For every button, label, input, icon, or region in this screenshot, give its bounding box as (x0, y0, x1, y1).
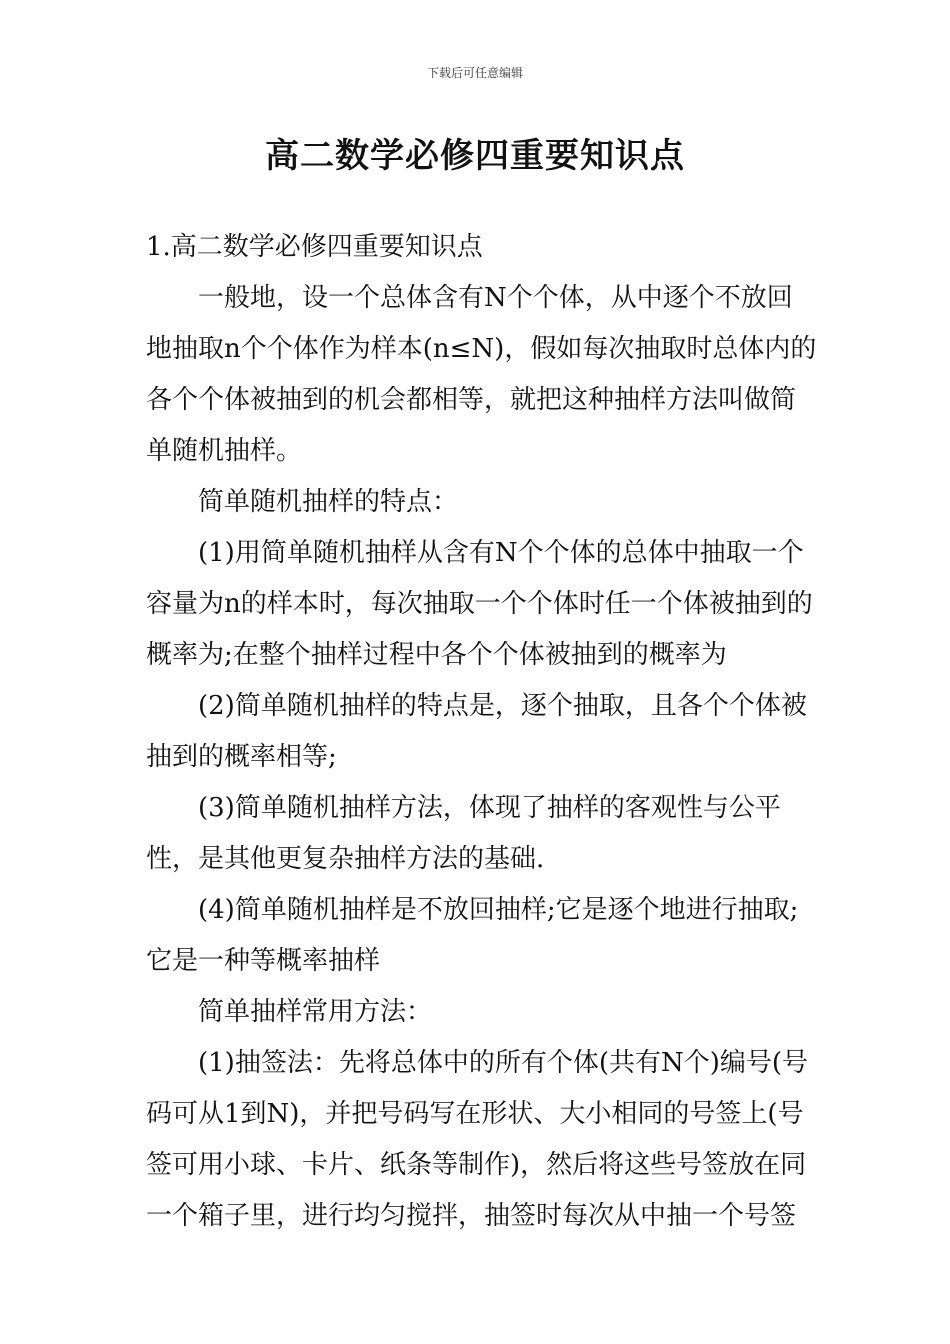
document-title: 高二数学必修四重要知识点 (265, 136, 685, 176)
paragraph-feature-1: (1)用简单随机抽样从含有N个个体的总体中抽取一个容量为n的样本时，每次抽取一个个体时任一个体被抽到的概率为;在整个抽样过程中各个个体被抽到的概率为 (146, 538, 813, 670)
paragraph-feature-3: (3)简单随机抽样方法，体现了抽样的客观性与公平性，是其他更复杂抽样方法的基础. (146, 793, 781, 874)
section-heading: 1.高二数学必修四重要知识点 (146, 232, 483, 262)
paragraph-method-1: (1)抽签法：先将总体中的所有个体(共有N个)编号(号码可从1到N)，并把号码写在形状、大小相同的号签上(号签可用小球、卡片、纸条等制作)，然后将这些号签放在同一个箱子里，进行均匀搅拌，抽签时每次从中抽一个号签 (146, 1048, 809, 1231)
paragraph-feature-4: (4)简单随机抽样是不放回抽样;它是逐个地进行抽取;它是一种等概率抽样 (146, 895, 799, 976)
paragraph-definition: 一般地，设一个总体含有N个个体，从中逐个不放回地抽取n个个体作为样本(n≤N)，假如每次抽取时总体内的各个个体被抽到的机会都相等，就把这种抽样方法叫做简单随机抽样。 (146, 283, 817, 466)
header-note: 下载后可任意编辑 (426, 66, 523, 80)
document-body (146, 222, 818, 1242)
paragraph-methods-heading: 简单抽样常用方法： (198, 997, 433, 1027)
paragraph-feature-2: (2)简单随机抽样的特点是，逐个抽取，且各个个体被抽到的概率相等; (146, 691, 807, 772)
paragraph-features-heading: 简单随机抽样的特点： (198, 487, 459, 517)
